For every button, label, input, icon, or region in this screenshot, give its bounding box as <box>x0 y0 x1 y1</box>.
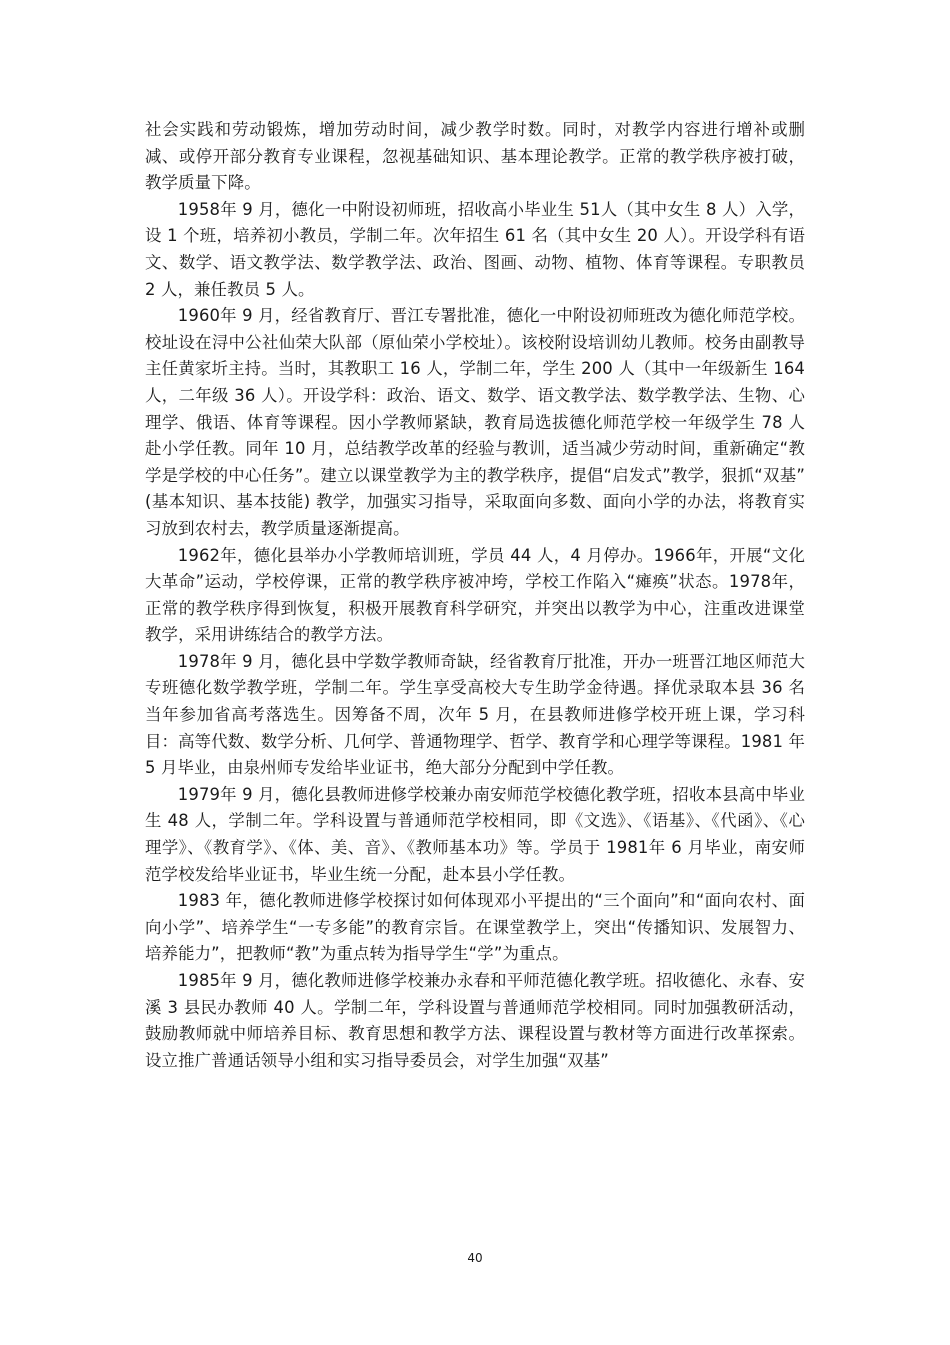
paragraph-1962-training-class: 1962年，德化县举办小学教师培训班，学员 44 人，4 月停办。1966年，开展“文化大革命”运动，学校停课，正常的教学秩序被冲垮，学校工作陷入“瘫痪”状态。1978年，正常的教学秩序得到恢复，积极开展教育科学研究，并突出以教学为中心，注重改进课堂教学，采用讲练结合的教学方法。 <box>145 545 805 645</box>
paragraph-1958-initial-teacher-class: 1958年 9 月，德化一中附设初师班，招收高小毕业生 51人（其中女生 8 人）入学，设 1 个班，培养初小教员，学制二年。次年招生 61 名（其中女生 20 人）。开设学科有语文、数学、语文教学法、数学教学法、政治、图画、动物、植物、体育等课程。专职教员 2 人，兼任教员 5 人。 <box>145 199 805 299</box>
paragraph-1960-normal-school: 1960年 9 月，经省教育厅、晋江专署批准，德化一中附设初师班改为德化师范学校。校址设在浔中公社仙荣大队部（原仙荣小学校址）。该校附设培训幼儿教师。校务由副教导主任黄家圻主持。当时，其教职工 16 人，学制二年，学生 200 人（其中一年级新生 164人，二年级 36 人）。开设学科：政治、语文、数学、语文教学法、数学教学法、生物、心理学、俄语、体育等课程。因小学教师紧缺，教育局选拔德化师范学校一年级学生 78 人赴小学任教。同年 10 月，总结教学改革的经验与教训，适当减少劳动时间，重新确定“教学是学校的中心任务”。建立以课堂教学为主的教学秩序，提倡“启发式”教学，狠抓“双基” (基本知识、基本技能) 教学，加强实习指导，采取面向多数、面向小学的办法，将教育实习放到农村去，教学质量逐渐提高。 <box>145 306 805 538</box>
paragraph-1978-math-class: 1978年 9 月，德化县中学数学教师奇缺，经省教育厅批准，开办一班晋江地区师范大专班德化数学教学班，学制二年。学生享受高校大专生助学金待遇。择优录取本县 36 名当年参加省高考落选生。因筹备不周，次年 5 月，在县教师进修学校开班上课，学习科目：高等代数、数学分析、几何学、普通物理学、哲学、教育学和心理学等课程。1981 年 5 月毕业，由泉州师专发给毕业证书，绝大部分分配到中学任教。 <box>145 651 805 778</box>
paragraph-1985-yongchun-class: 1985年 9 月，德化教师进修学校兼办永春和平师范德化教学班。招收德化、永春、安溪 3 县民办教师 40 人。学制二年，学科设置与普通师范学校相同。同时加强教研活动，鼓励教师就中师培养目标、教育思想和教学方法、课程设置与教材等方面进行改革探索。设立推广普通话领导小组和实习指导委员会，对学生加强“双基” <box>145 971 805 1070</box>
page-number: 40 <box>467 1251 483 1265</box>
paragraph-continued: 社会实践和劳动锻炼，增加劳动时间，减少教学时数。同时，对教学内容进行增补或删减、或停开部分教育专业课程，忽视基础知识、基本理论教学。正常的教学秩序被打破，教学质量下降。 <box>145 120 805 193</box>
paragraph-1979-nanan-class: 1979年 9 月，德化县教师进修学校兼办南安师范学校德化教学班，招收本县高中毕业生 48 人，学制二年。学科设置与普通师范学校相同，即《文选》、《语基》、《代函》、《心理学》、《教育学》、《体、美、音》、《教师基本功》等。学员于 1981年 6 月毕业，南安师范学校发给毕业证书，毕业生统一分配，赴本县小学任教。 <box>145 784 805 884</box>
paragraph-1983-three-orientations: 1983 年，德化教师进修学校探讨如何体现邓小平提出的“三个面向”和“面向农村、面向小学”、培养学生“一专多能”的教育宗旨。在课堂教学上，突出“传播知识、发展智力、培养能力”，把教师“教”为重点转为指导学生“学”为重点。 <box>145 891 805 964</box>
body-text <box>145 117 805 1074</box>
